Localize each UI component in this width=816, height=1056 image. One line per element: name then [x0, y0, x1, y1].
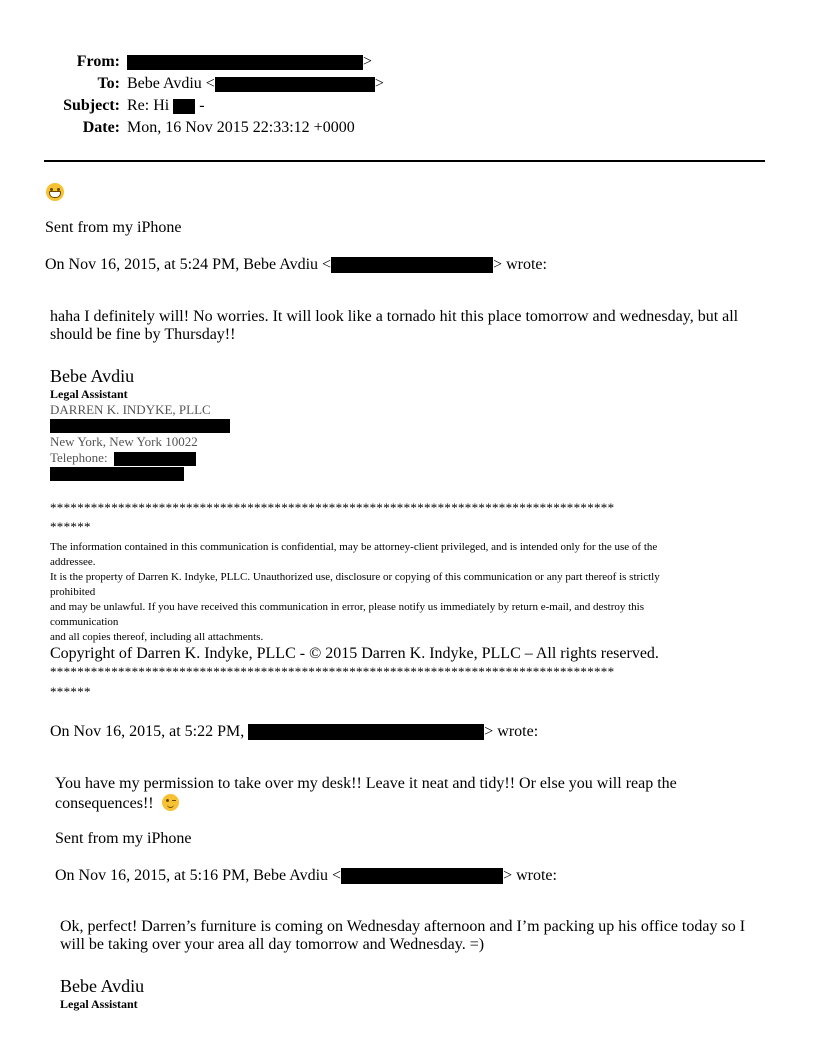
- sent-from-iphone-1: Sent from my iPhone: [45, 219, 182, 236]
- signature-address-redaction: [50, 419, 230, 433]
- disclaimer-line1: The information contained in this communication is confidential, may be attorney-client privileged, and is intended only for the use of the: [50, 541, 658, 553]
- quote-intro-3: [55, 867, 557, 885]
- to-row: [0, 75, 384, 93]
- quote-intro-1: [45, 256, 547, 274]
- grinning-face-icon: [46, 183, 64, 201]
- disclaimer-stars-top-wrap: ******: [50, 519, 91, 534]
- quote-intro-2-wrote: > wrote:: [484, 723, 539, 740]
- disclaimer-stars-bottom-wrap: ******: [50, 684, 91, 699]
- quote-intro-2: [50, 723, 538, 741]
- winking-face-icon: [162, 794, 179, 811]
- disclaimer-line4: and all copies thereof, including all attachments.: [50, 631, 264, 643]
- disclaimer-line2: It is the property of Darren K. Indyke, PLLC. Unauthorized use, disclosure or copying of this communication or any part thereof is strictly: [50, 571, 660, 583]
- quote-intro-1-wrote: > wrote:: [493, 256, 547, 273]
- message3-line1: You have my permission to take over my desk!! Leave it neat and tidy!! Or else you will reap the: [55, 775, 677, 792]
- signature-firm: DARREN K. INDYKE, PLLC: [50, 402, 211, 417]
- quote-intro-3-text: On Nov 16, 2015, at 5:16 PM, Bebe Avdiu <: [55, 867, 342, 884]
- subject-redaction: [173, 99, 195, 114]
- subject-row: [0, 97, 205, 115]
- message2-line2: should be fine by Thursday!!: [50, 326, 236, 343]
- disclaimer-stars-top: ***********************************************************************************: [50, 500, 615, 515]
- quote-intro-1-text: On Nov 16, 2015, at 5:24 PM, Bebe Avdiu <: [45, 256, 332, 273]
- quote-intro-3-wrote: > wrote:: [503, 867, 557, 884]
- signature-name: Bebe Avdiu: [50, 366, 135, 386]
- quote-intro-1-redaction: [331, 257, 493, 273]
- signature-title: Legal Assistant: [50, 387, 128, 401]
- to-name: Bebe Avdiu <: [127, 75, 215, 92]
- signature-email-redaction: [50, 467, 184, 481]
- disclaimer-line3-wrap: communication: [50, 616, 119, 628]
- message3-line2: [55, 794, 179, 813]
- disclaimer-line3: and may be unlawful. If you have received this communication in error, please notify us immediately by return e-mail, and destroy this: [50, 601, 644, 613]
- quote-intro-2-text: On Nov 16, 2015, at 5:22 PM,: [50, 723, 245, 740]
- disclaimer-line1-wrap: addressee.: [50, 556, 96, 568]
- signature-title-2: Legal Assistant: [60, 997, 138, 1011]
- signature-city: New York, New York 10022: [50, 434, 198, 449]
- header-divider: [44, 160, 765, 162]
- message3-line2-text: consequences!!: [55, 795, 154, 812]
- to-label: To:: [97, 75, 120, 92]
- signature-name-2: Bebe Avdiu: [60, 976, 145, 996]
- sent-from-iphone-2: Sent from my iPhone: [55, 830, 192, 847]
- subject-label: Subject:: [63, 97, 120, 114]
- to-email-redaction: [215, 77, 375, 92]
- subject-suffix: -: [199, 97, 205, 114]
- message2-line1: haha I definitely will! No worries. It will look like a tornado hit this place tomorrow and wednesday, but all: [50, 308, 739, 325]
- to-close: >: [374, 75, 384, 92]
- from-close: >: [363, 53, 373, 70]
- subject-prefix: Re: Hi: [127, 97, 170, 114]
- from-label: From:: [76, 53, 120, 70]
- date-value: Mon, 16 Nov 2015 22:33:12 +0000: [127, 119, 355, 136]
- disclaimer-stars-bottom: ***********************************************************************************: [50, 664, 615, 679]
- disclaimer-line2-wrap: prohibited: [50, 586, 96, 598]
- from-redaction: [127, 55, 363, 70]
- disclaimer-copyright: Copyright of Darren K. Indyke, PLLC - © 2015 Darren K. Indyke, PLLC – All rights reserved.: [50, 645, 659, 662]
- quote-intro-2-redaction: [248, 724, 484, 740]
- telephone-label: Telephone:: [50, 450, 108, 465]
- from-row: [0, 53, 372, 71]
- quote-intro-3-redaction: [341, 868, 503, 884]
- telephone-redaction: [114, 452, 196, 466]
- date-label: Date:: [82, 119, 120, 136]
- signature-telephone: [50, 450, 196, 466]
- message4-line2: will be taking over your area all day tomorrow and Wednesday. =): [60, 936, 485, 953]
- message4-line1: Ok, perfect! Darren’s furniture is coming on Wednesday afternoon and I’m packing up his office today so I: [60, 918, 746, 935]
- date-row: [0, 119, 355, 137]
